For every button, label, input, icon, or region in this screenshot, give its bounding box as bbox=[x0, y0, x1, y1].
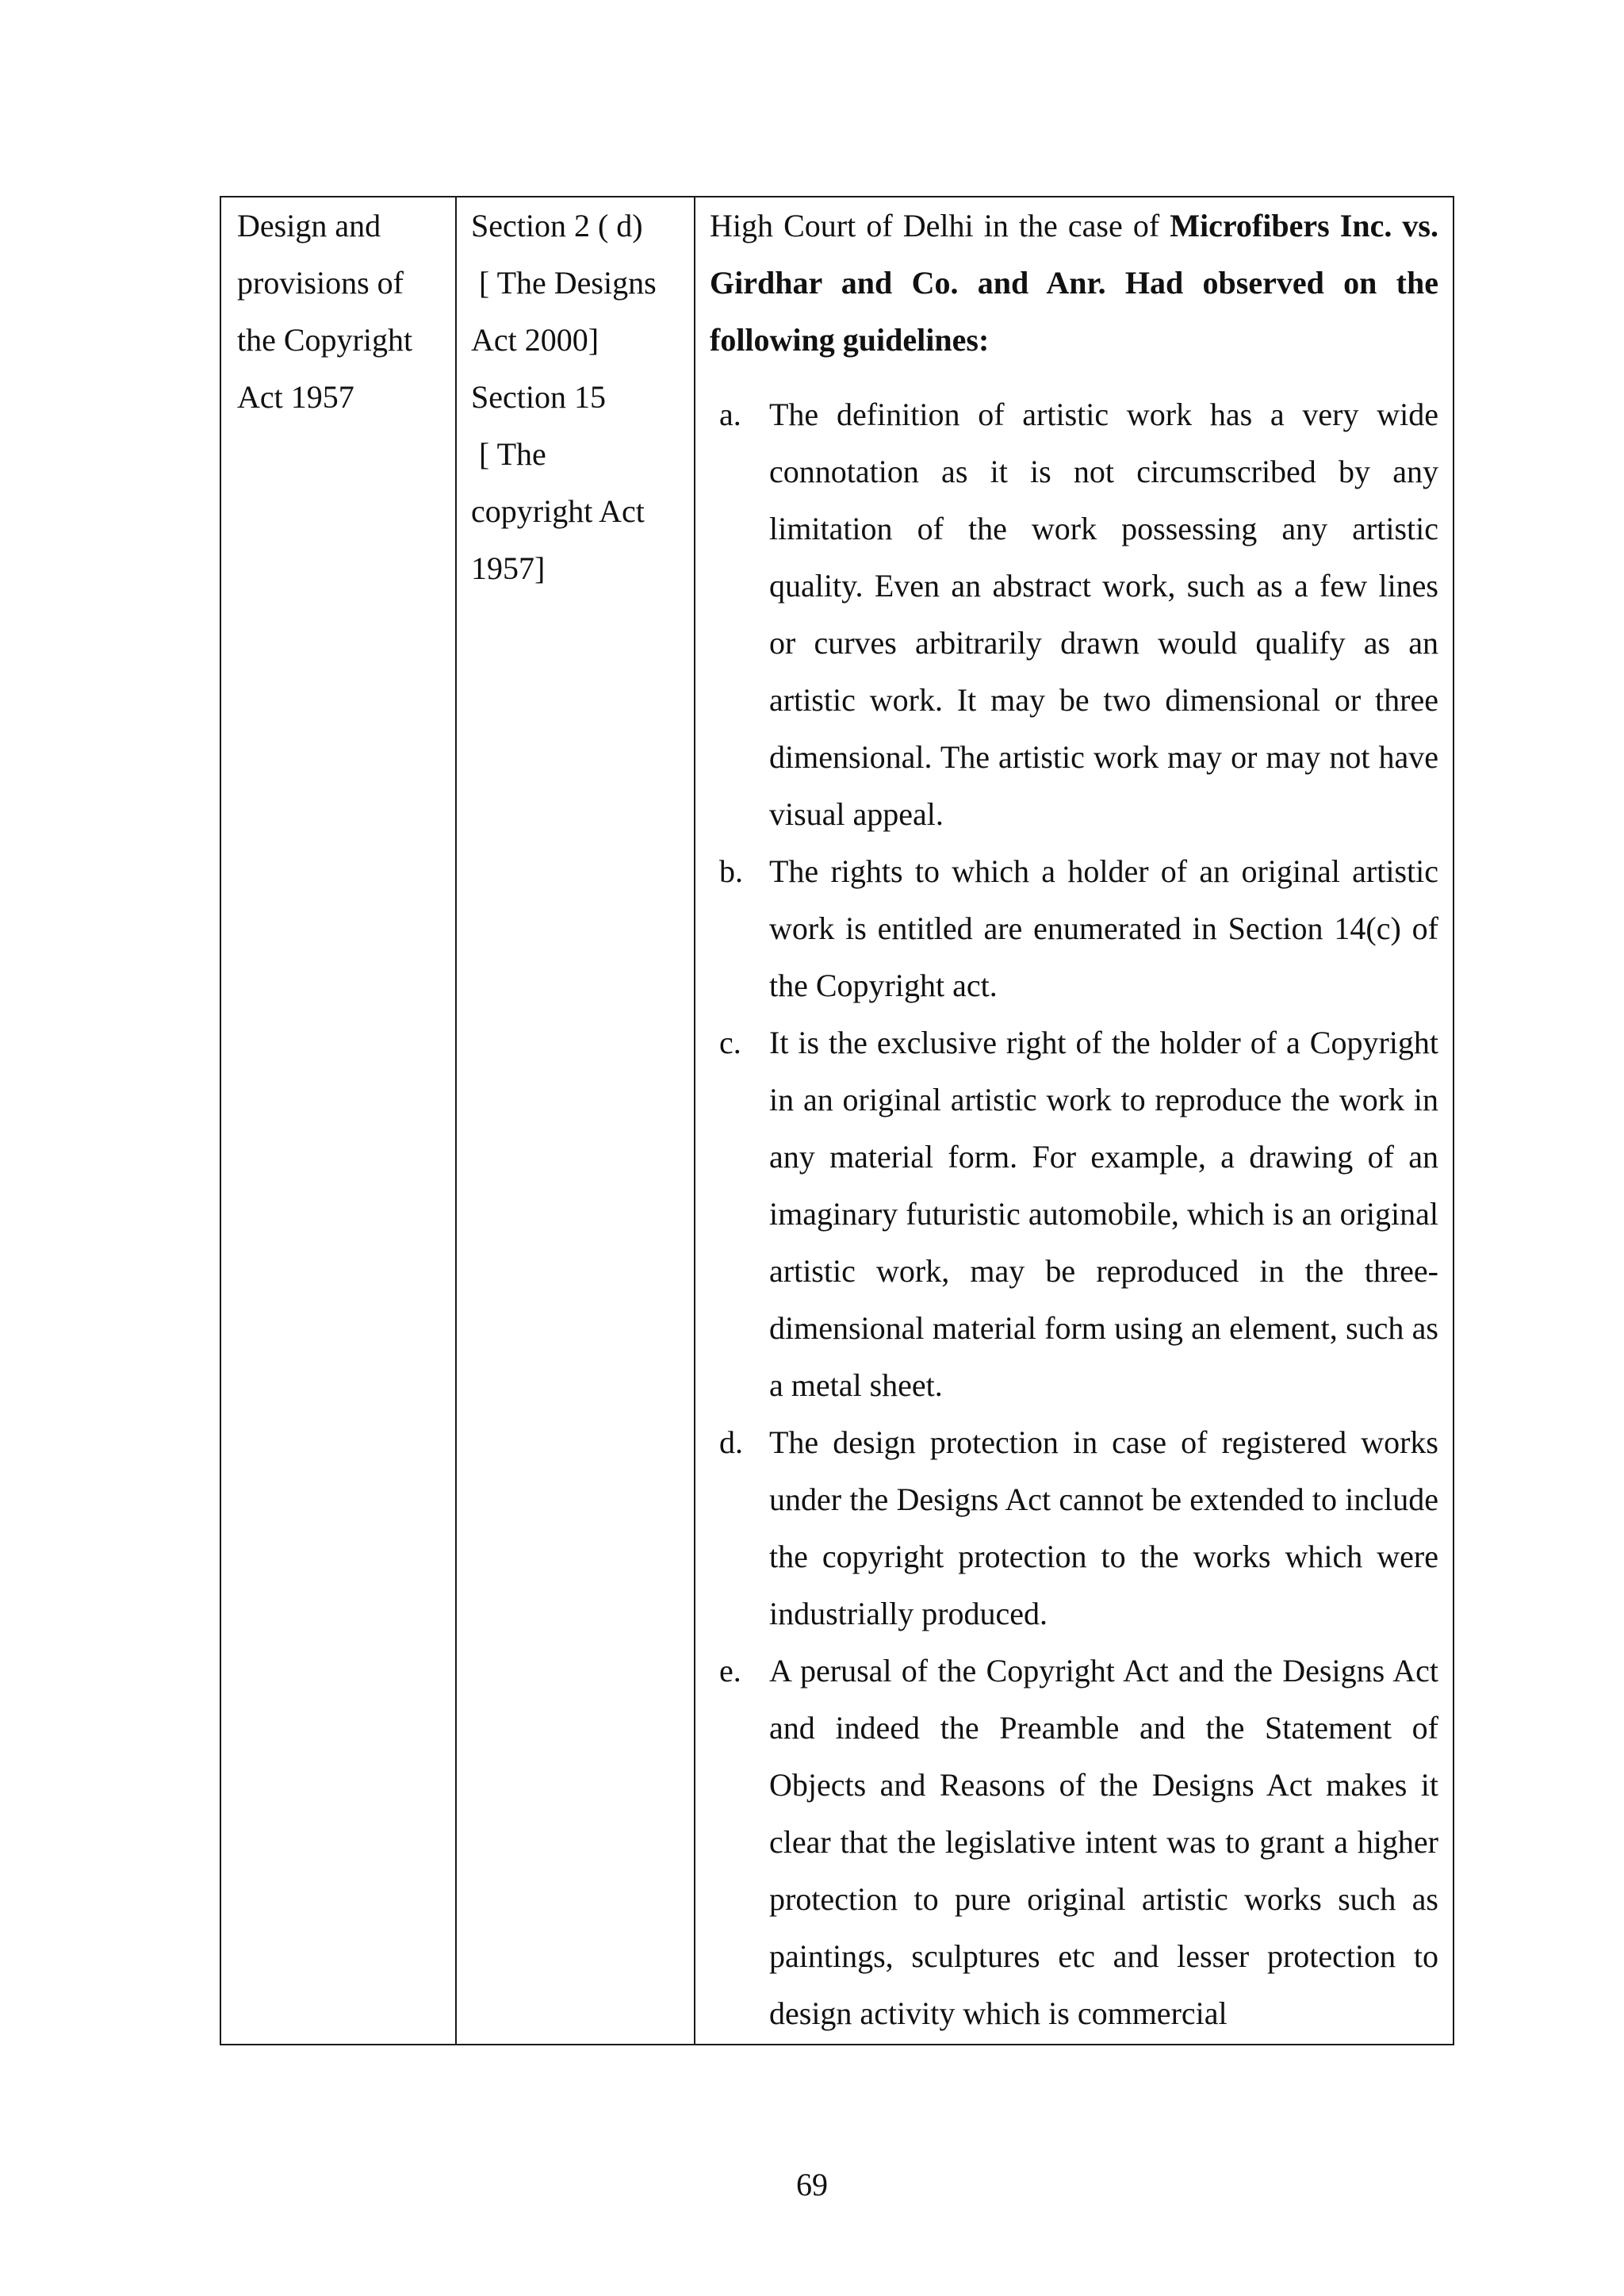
list-item bbox=[710, 1014, 1438, 1414]
subject-line: Act 1957 bbox=[237, 379, 354, 415]
list-item-text: A perusal of the Copyright Act and the Designs Act and indeed the Preamble and the Statement of Objects and Reasons of the Designs Act makes it clear that the legislative intent was to grant a higher protection to pure original artistic works such as paintings, sculptures etc and lesser protection to design activity which is commercial bbox=[769, 1653, 1438, 2031]
list-item bbox=[710, 843, 1438, 1014]
case-name-bold: Microfibers Inc. vs. Girdhar and Co. and Anr. Had observed on the following guidelines: bbox=[710, 208, 1438, 358]
subject-cell bbox=[220, 197, 456, 2045]
section-line: Section 15 bbox=[471, 379, 606, 415]
provisions-table bbox=[220, 196, 1454, 2045]
section-line: Section 2 ( d) bbox=[471, 208, 643, 243]
list-item bbox=[710, 1414, 1438, 1642]
section-line: copyright Act bbox=[471, 493, 645, 529]
case-intro-text: High Court of Delhi in the case of bbox=[710, 208, 1170, 243]
section-line: Act 2000] bbox=[471, 322, 599, 358]
list-item-text: The design protection in case of registered works under the Designs Act cannot be extended to include the copyright protection to the works which were industrially produced. bbox=[769, 1424, 1438, 1631]
list-item-text: The rights to which a holder of an original artistic work is entitled are enumerated in Section 14(c) of the Copyright act. bbox=[769, 853, 1438, 1003]
section-line: 1957] bbox=[471, 550, 546, 586]
subject-line: Design and bbox=[237, 208, 381, 243]
section-cell bbox=[456, 197, 695, 2045]
list-item-text: It is the exclusive right of the holder of a Copyright in an original artistic work to reproduce the work in any material form. For example, a drawing of an imaginary futuristic automobile, which is an original artistic work, may be reproduced in the three-dimensional material form using an element, such as a metal sheet. bbox=[769, 1025, 1438, 1403]
section-line: [ The Designs bbox=[471, 265, 657, 301]
list-item bbox=[710, 386, 1438, 843]
page-number: 69 bbox=[796, 2167, 828, 2202]
list-marker: b. bbox=[719, 853, 743, 889]
observation-cell bbox=[695, 197, 1454, 2045]
section-line: [ The bbox=[471, 436, 546, 472]
subject-line: the Copyright bbox=[237, 322, 413, 358]
list-item bbox=[710, 1642, 1438, 2042]
list-marker: a. bbox=[719, 397, 741, 432]
list-marker: e. bbox=[719, 1653, 741, 1688]
list-item-text: The definition of artistic work has a very wide connotation as it is not circumscribed by any limitation of the work possessing any artistic quality. Even an abstract work, such as a few lines or curves arbitrarily drawn would qualify as an artistic work. It may be two dimensional or three dimensional. The artistic work may or may not have visual appeal. bbox=[769, 397, 1438, 832]
case-intro bbox=[710, 197, 1438, 369]
subject-line: provisions of bbox=[237, 265, 404, 301]
list-marker: d. bbox=[719, 1424, 743, 1460]
guidelines-list bbox=[710, 386, 1438, 2042]
table-row bbox=[220, 197, 1454, 2045]
list-marker: c. bbox=[719, 1025, 741, 1060]
